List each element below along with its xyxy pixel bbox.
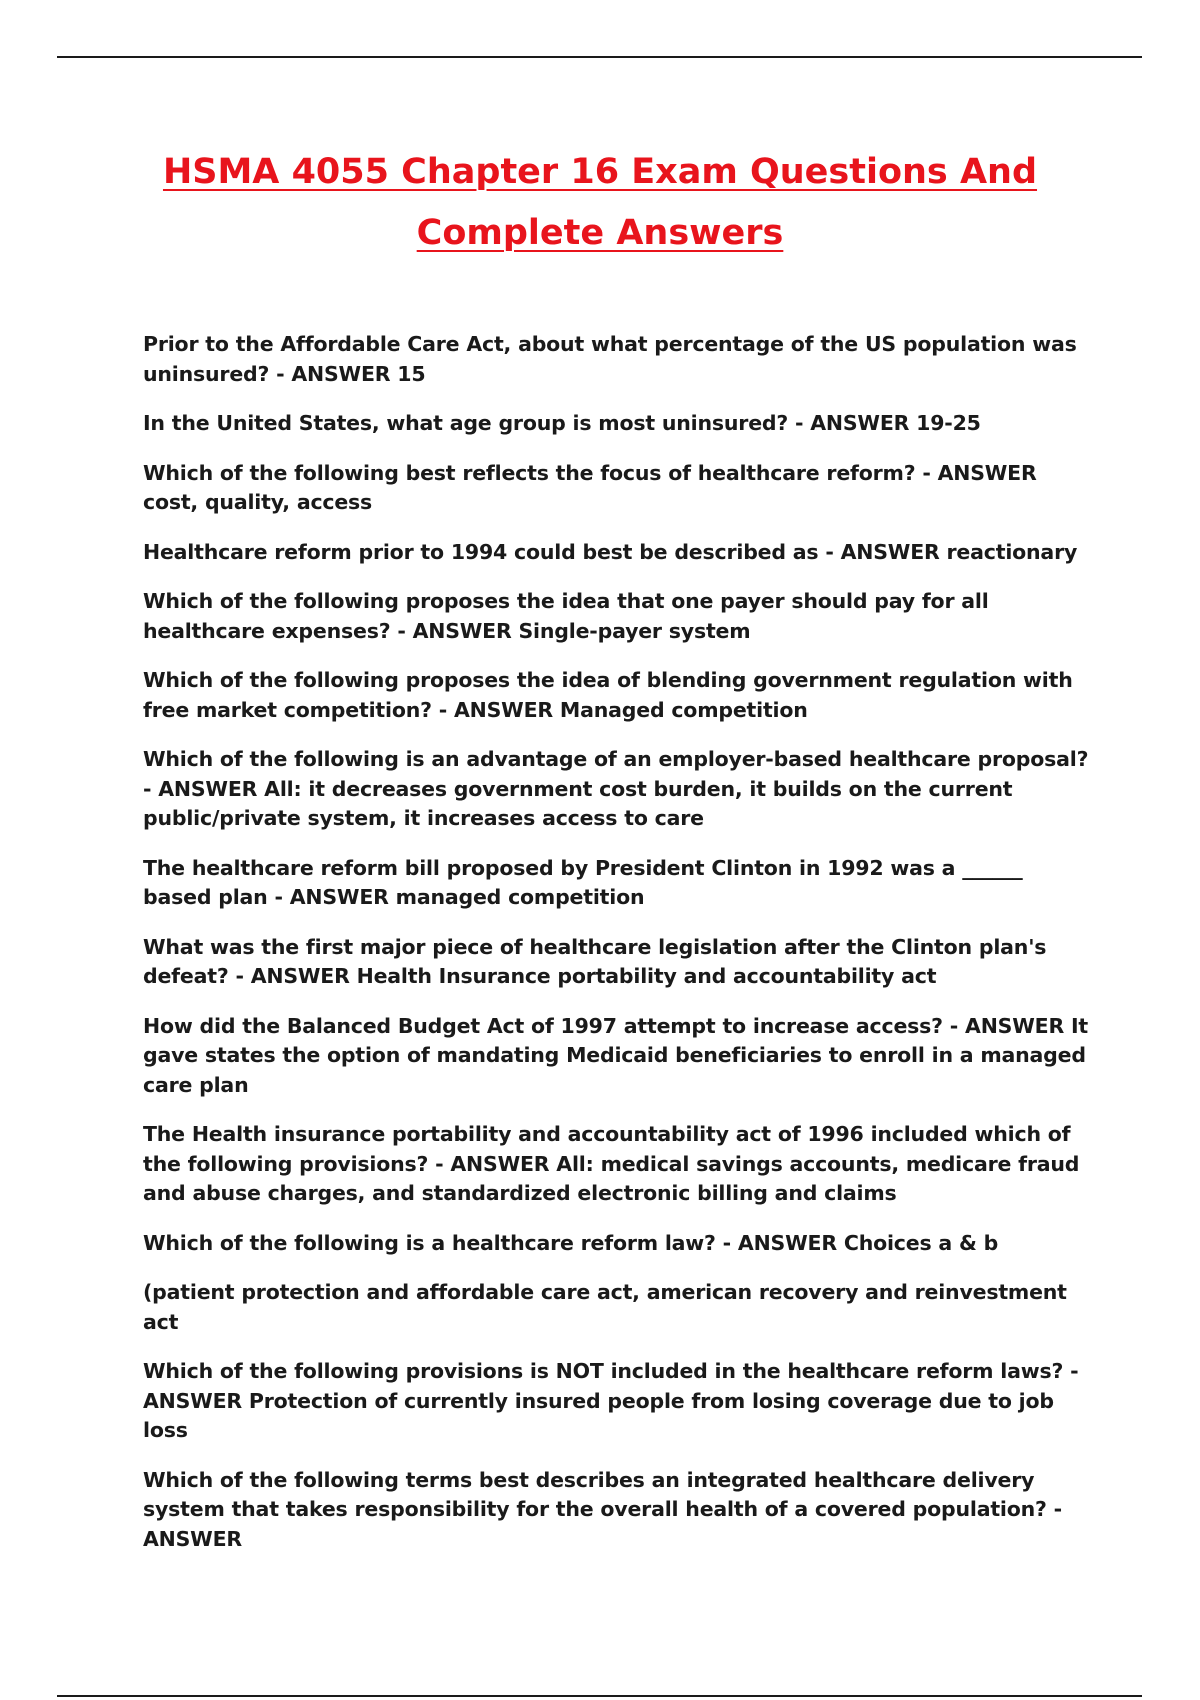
top-divider xyxy=(57,56,1142,58)
qa-item: What was the first major piece of healthcare legislation after the Clinton plan's defeat? - ANSWER Health Insurance portability and accountability act xyxy=(143,934,1047,988)
qa-item: Healthcare reform prior to 1994 could best be described as - ANSWER reactionary xyxy=(143,539,1078,564)
qa-item: Prior to the Affordable Care Act, about what percentage of the US population was uninsured? - ANSWER 15 xyxy=(143,332,1077,386)
qa-item: (patient protection and affordable care act, american recovery and reinvestment act xyxy=(143,1280,1067,1334)
qa-item: The Health insurance portability and accountability act of 1996 included which of the following provisions? - ANSWER All: medical savings accounts, medicare fraud and abuse charges, and standardized electronic billing and claims xyxy=(143,1122,1080,1205)
qa-item: Which of the following is a healthcare reform law? - ANSWER Choices a & b xyxy=(143,1230,999,1255)
qa-item: Which of the following terms best describes an integrated healthcare delivery system that takes responsibility for the overall health of a covered population? - ANSWER xyxy=(143,1467,1062,1551)
title-line-1: HSMA 4055 Chapter 16 Exam Questions And xyxy=(162,152,1038,192)
bottom-divider xyxy=(57,1695,1142,1697)
qa-item: How did the Balanced Budget Act of 1997 attempt to increase access? - ANSWER It gave states the option of mandating Medicaid beneficiaries to enroll in a managed care plan xyxy=(143,1013,1088,1097)
qa-item: Which of the following proposes the idea that one payer should pay for all healthcare expenses? - ANSWER Single-payer system xyxy=(143,589,989,643)
qa-item: Which of the following provisions is NOT included in the healthcare reform laws? - ANSWER Protection of currently insured people from losing coverage due to job loss xyxy=(143,1359,1079,1442)
document-title xyxy=(0,142,1200,264)
qa-list xyxy=(143,330,1093,1574)
qa-item: Which of the following proposes the idea of blending government regulation with free market competition? - ANSWER Managed competition xyxy=(143,668,1073,722)
qa-item: Which of the following best reflects the focus of healthcare reform? - ANSWER cost, quality, access xyxy=(143,460,1037,514)
title-line-2: Complete Answers xyxy=(416,213,784,253)
qa-item: Which of the following is an advantage of an employer-based healthcare proposal? - ANSWER All: it decreases government cost burden, it builds on the current public/private system, it increases access to care xyxy=(143,747,1089,830)
qa-item: In the United States, what age group is most uninsured? - ANSWER 19-25 xyxy=(143,411,981,435)
qa-item: The healthcare reform bill proposed by President Clinton in 1992 was a ______ based plan - ANSWER managed competition xyxy=(143,855,1023,909)
